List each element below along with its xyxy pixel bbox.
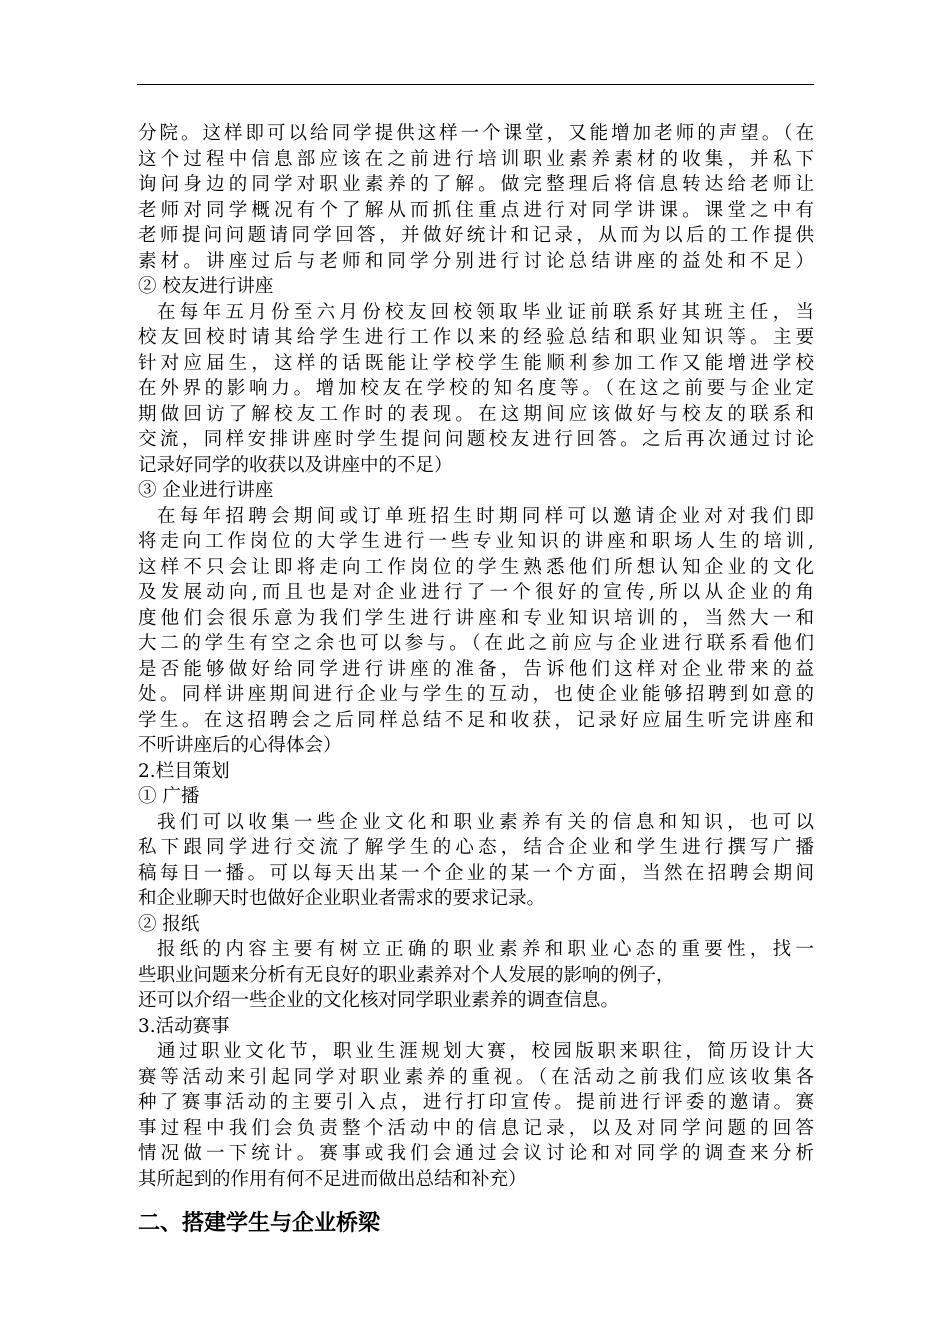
- document-body: [138, 121, 814, 1240]
- body-line: 大二的学生有空之余也可以参与。（在此之前应与企业进行联系看他们: [138, 633, 814, 654]
- body-line: 处。同样讲座期间进行企业与学生的互动，也使企业能够招聘到如意的: [138, 684, 814, 705]
- subheading-newspaper: ② 报纸: [138, 913, 200, 935]
- body-line: 校友回校时请其给学生进行工作以来的经验总结和职业知识等。主要: [138, 327, 814, 348]
- subheading-events: 3.活动赛事: [138, 1015, 230, 1037]
- body-line: 老师对同学概况有个了解从而抓住重点进行对同学讲课。课堂之中有: [138, 199, 814, 221]
- body-line: 分院。这样即可以给同学提供这样一个课堂，又能增加老师的声望。（在: [138, 123, 814, 144]
- body-line: 将走向工作岗位的大学生进行一些专业知识的讲座和职场人生的培训,: [138, 531, 814, 552]
- body-line: 还可以介绍一些企业的文化核对同学职业素养的调查信息。: [138, 990, 620, 1011]
- body-line: 我们可以收集一些企业文化和职业素养有关的信息和知识，也可以: [157, 811, 814, 833]
- body-line: 针对应届生，这样的话既能让学校学生能顺利参加工作又能增进学校: [138, 352, 814, 374]
- subheading-alumni-lecture: ② 校友进行讲座: [138, 276, 274, 297]
- body-line: 度他们会很乐意为我们学生进行讲座和专业知识培训的，当然大一和: [138, 607, 814, 629]
- body-line: 在每年五月份至六月份校友回校领取毕业证前联系好其班主任，当: [157, 301, 814, 323]
- body-line: 期做回访了解校友工作时的表现。在这期间应该做好与校友的联系和: [138, 403, 814, 425]
- body-line: 和企业聊天时也做好企业职业者需求的要求记录。: [138, 888, 546, 909]
- body-line: 不听讲座后的心得体会）: [138, 735, 342, 756]
- body-line: 些职业问题来分析有无良好的职业素养对个人发展的影响的例子，: [138, 964, 675, 986]
- body-line: 学生。在这招聘会之后同样总结不足和收获，记录好应届生听完讲座和: [138, 709, 814, 731]
- body-line: 私下跟同学进行交流了解学生的心态，结合企业和学生进行撰写广播: [138, 837, 814, 858]
- section-heading: 二、搭建学生与企业桥梁: [138, 1211, 381, 1236]
- body-line: 询问身边的同学对职业素养的了解。做完整理后将信息转达给老师让: [138, 174, 814, 195]
- body-line: 是否能够做好给同学进行讲座的准备，告诉他们这样对企业带来的益: [138, 658, 814, 680]
- body-line: 这个过程中信息部应该在之前进行培训职业素养素材的收集，并私下: [138, 148, 814, 170]
- body-line: 记录好同学的收获以及讲座中的不足）: [138, 454, 453, 476]
- body-line: 情况做一下统计。赛事或我们会通过会议讨论和对同学的调查来分析: [138, 1143, 814, 1164]
- body-line: 通过职业文化节，职业生涯规划大赛，校园版职来职往，简历设计大: [157, 1041, 814, 1062]
- body-line: 在外界的影响力。增加校友在学校的知名度等。（在这之前要与企业定: [138, 378, 814, 399]
- subheading-company-lecture: ③ 企业进行讲座: [138, 480, 274, 501]
- body-line: 报纸的内容主要有树立正确的职业素养和职业心态的重要性，找一: [157, 939, 814, 960]
- body-line: 及发展动向,而且也是对企业进行了一个很好的宣传,所以从企业的角: [138, 582, 814, 603]
- body-line: 其所起到的作用有何不足进而做出总结和补充）: [138, 1168, 527, 1190]
- body-line: 稿每日一播。可以每天出某一个企业的某一个方面，当然在招聘会期间: [138, 862, 814, 884]
- body-line: 这样不只会让即将走向工作岗位的学生熟悉他们所想认知企业的文化: [138, 556, 814, 578]
- body-line: 素材。讲座过后与老师和同学分别进行讨论总结讲座的益处和不足）: [138, 250, 814, 272]
- body-line: 老师提问问题请同学回答，并做好统计和记录，从而为以后的工作提供: [138, 225, 814, 246]
- body-line: 交流，同样安排讲座时学生提问问题校友进行回答。之后再次通过讨论: [138, 429, 814, 450]
- body-line: 种了赛事活动的主要引入点，进行打印宣传。提前进行评委的邀请。赛: [138, 1092, 814, 1113]
- body-line: 在每年招聘会期间或订单班招生时期同样可以邀请企业对对我们即: [157, 505, 814, 527]
- subheading-broadcast: ① 广播: [138, 786, 200, 807]
- subheading-column-planning: 2.栏目策划: [138, 760, 230, 782]
- body-line: 事过程中我们会负责整个活动中的信息记录，以及对同学问题的回答: [138, 1117, 814, 1139]
- header-rule: [137, 84, 814, 85]
- body-line: 赛等活动来引起同学对职业素养的重视。（在活动之前我们应该收集各: [138, 1066, 814, 1088]
